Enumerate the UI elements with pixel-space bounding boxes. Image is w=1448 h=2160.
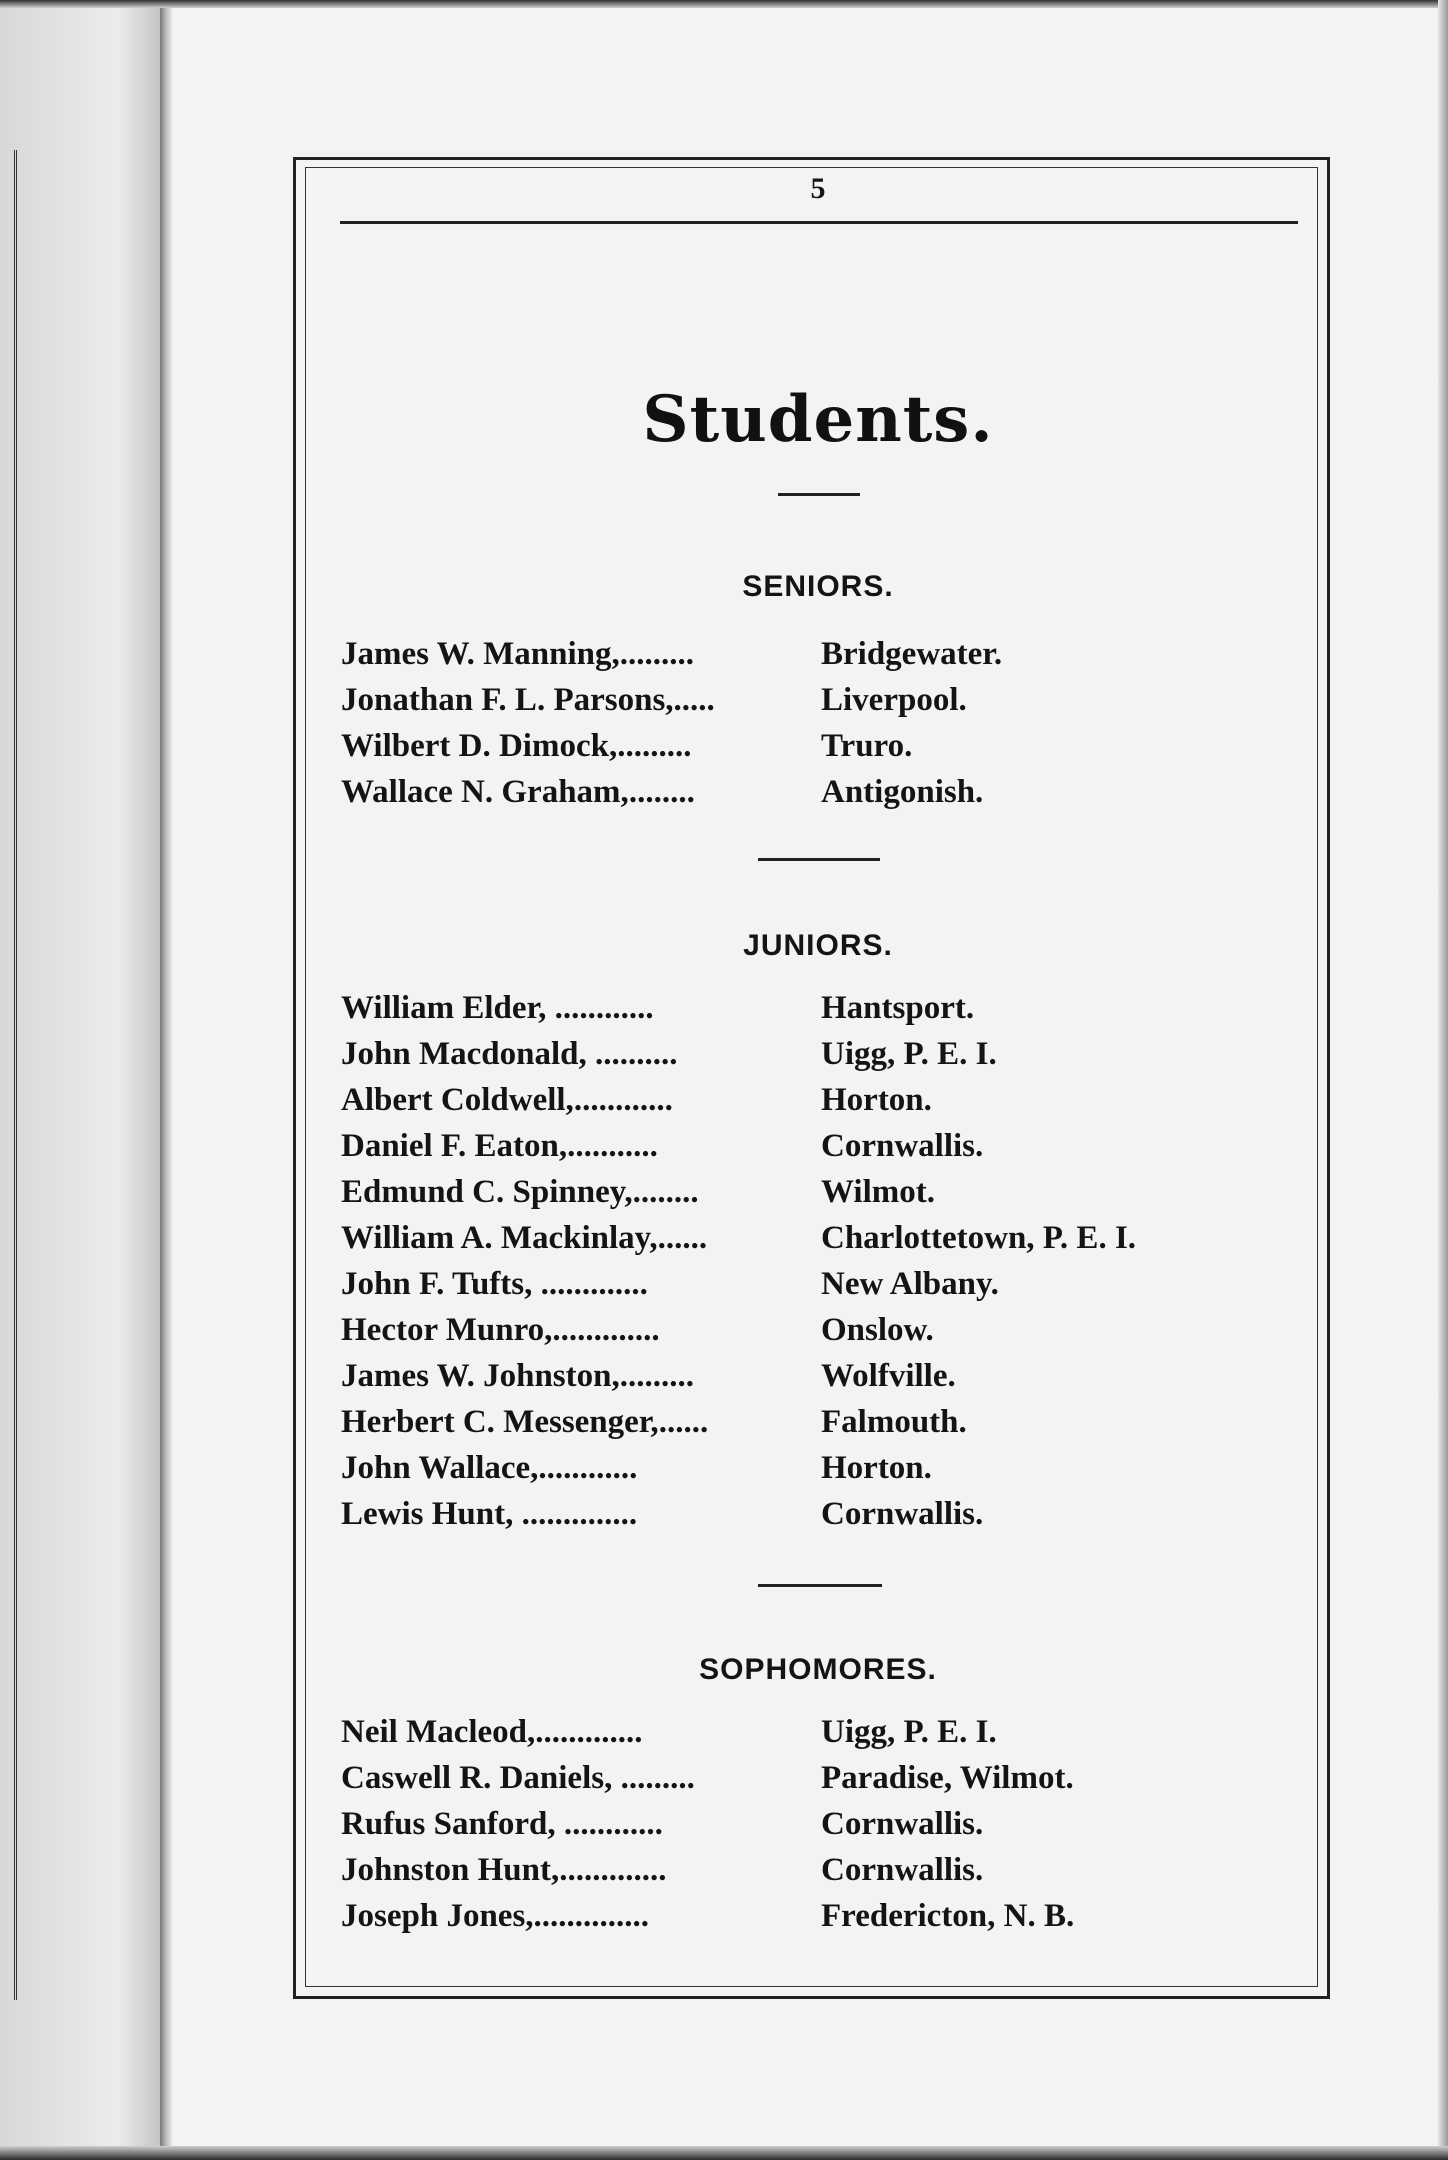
student-name: Herbert C. Messenger,	[341, 1404, 659, 1440]
student-hometown: Wilmot.	[821, 1174, 935, 1210]
list-item	[341, 1806, 1074, 1852]
student-name: Caswell R. Daniels,	[341, 1760, 613, 1796]
dot-leader: ............	[573, 1082, 673, 1118]
student-name: James W. Manning,	[341, 636, 620, 672]
list-item	[341, 682, 1002, 728]
left-page-border	[0, 150, 17, 2000]
student-hometown: Falmouth.	[821, 1404, 967, 1440]
student-hometown: Cornwallis.	[821, 1496, 984, 1532]
list-item	[341, 1128, 1136, 1174]
divider-rule	[758, 1584, 882, 1587]
student-name: Rufus Sanford,	[341, 1806, 556, 1842]
list-item	[341, 1266, 1136, 1312]
dot-leader: ..............	[513, 1496, 638, 1532]
student-name: Joseph Jones,	[341, 1898, 534, 1934]
list-item	[341, 1852, 1074, 1898]
student-name: William A. Mackinlay,	[341, 1220, 658, 1256]
student-hometown: Hantsport.	[821, 990, 975, 1026]
dot-leader: .........	[612, 1760, 695, 1796]
student-name: Hector Munro,	[341, 1312, 553, 1348]
list-item	[341, 1358, 1136, 1404]
dot-leader: ............	[538, 1450, 638, 1486]
section-heading-seniors: SENIORS.	[742, 570, 894, 603]
student-name: Wallace N. Graham,	[341, 774, 629, 810]
student-hometown: Charlottetown, P. E. I.	[821, 1220, 1137, 1256]
student-name: Lewis Hunt,	[341, 1496, 514, 1532]
list-item	[341, 1036, 1136, 1082]
header-rule	[340, 221, 1298, 224]
dot-leader: .....	[673, 682, 715, 718]
student-name: John F. Tufts,	[341, 1266, 533, 1302]
student-hometown: Horton.	[821, 1450, 932, 1486]
section-heading-sophomores: SOPHOMORES.	[699, 1653, 937, 1686]
list-item	[341, 990, 1136, 1036]
student-hometown: Cornwallis.	[821, 1852, 984, 1888]
dot-leader: .............	[532, 1266, 648, 1302]
student-hometown: Bridgewater.	[821, 636, 1003, 672]
list-item	[341, 1082, 1136, 1128]
student-hometown: Wolfville.	[821, 1358, 956, 1394]
student-name: Albert Coldwell,	[341, 1082, 574, 1118]
list-item	[341, 1714, 1074, 1760]
dot-leader: .............	[559, 1852, 667, 1888]
list-item	[341, 1404, 1136, 1450]
dot-leader: ..............	[533, 1898, 650, 1934]
seniors-list	[341, 636, 1002, 820]
student-hometown: New Albany.	[821, 1266, 999, 1302]
left-page-edge	[0, 0, 168, 2160]
dot-leader: .........	[617, 728, 692, 764]
list-item	[341, 1760, 1074, 1806]
student-hometown: Antigonish.	[821, 774, 984, 810]
student-name: Daniel F. Eaton,	[341, 1128, 568, 1164]
student-name: Neil Macleod,	[341, 1714, 536, 1750]
list-item	[341, 1898, 1074, 1944]
divider-rule	[778, 493, 860, 496]
list-item	[341, 728, 1002, 774]
student-name: William Elder,	[341, 990, 547, 1026]
student-hometown: Onslow.	[821, 1312, 934, 1348]
student-name: Wilbert D. Dimock,	[341, 728, 618, 764]
list-item	[341, 1496, 1136, 1542]
student-name: John Macdonald,	[341, 1036, 587, 1072]
book-spine	[160, 0, 172, 2160]
right-edge	[1438, 0, 1448, 2160]
dot-leader: ........	[632, 1174, 699, 1210]
student-hometown: Truro.	[821, 728, 913, 764]
student-hometown: Fredericton, N. B.	[821, 1898, 1075, 1934]
list-item	[341, 774, 1002, 820]
student-hometown: Liverpool.	[821, 682, 967, 718]
student-name: Jonathan F. L. Parsons,	[341, 682, 674, 718]
student-name: Edmund C. Spinney,	[341, 1174, 633, 1210]
page-number: 5	[810, 172, 826, 205]
list-item	[341, 1450, 1136, 1496]
list-item	[341, 1312, 1136, 1358]
student-name: James W. Johnston,	[341, 1358, 620, 1394]
dot-leader: ............	[546, 990, 654, 1026]
dot-leader: ......	[657, 1220, 708, 1256]
bottom-edge	[0, 2146, 1448, 2160]
dot-leader: ..........	[586, 1036, 678, 1072]
student-hometown: Cornwallis.	[821, 1806, 984, 1842]
divider-rule	[758, 858, 880, 861]
dot-leader: ...........	[567, 1128, 658, 1164]
student-hometown: Paradise, Wilmot.	[821, 1760, 1074, 1796]
student-hometown: Cornwallis.	[821, 1128, 984, 1164]
dot-leader: .............	[552, 1312, 660, 1348]
top-edge	[0, 0, 1448, 8]
student-hometown: Horton.	[821, 1082, 932, 1118]
juniors-list	[341, 990, 1136, 1542]
list-item	[341, 1174, 1136, 1220]
page-title: Students.	[642, 382, 994, 457]
student-name: Johnston Hunt,	[341, 1852, 560, 1888]
dot-leader: .........	[619, 636, 694, 672]
dot-leader: ............	[555, 1806, 663, 1842]
section-heading-juniors: JUNIORS.	[743, 929, 893, 962]
dot-leader: ......	[658, 1404, 709, 1440]
student-name: John Wallace,	[341, 1450, 539, 1486]
list-item	[341, 636, 1002, 682]
dot-leader: ........	[628, 774, 695, 810]
list-item	[341, 1220, 1136, 1266]
student-hometown: Uigg, P. E. I.	[821, 1036, 997, 1072]
dot-leader: .........	[619, 1358, 694, 1394]
dot-leader: .............	[535, 1714, 643, 1750]
sophomores-list	[341, 1714, 1074, 1944]
student-hometown: Uigg, P. E. I.	[821, 1714, 997, 1750]
